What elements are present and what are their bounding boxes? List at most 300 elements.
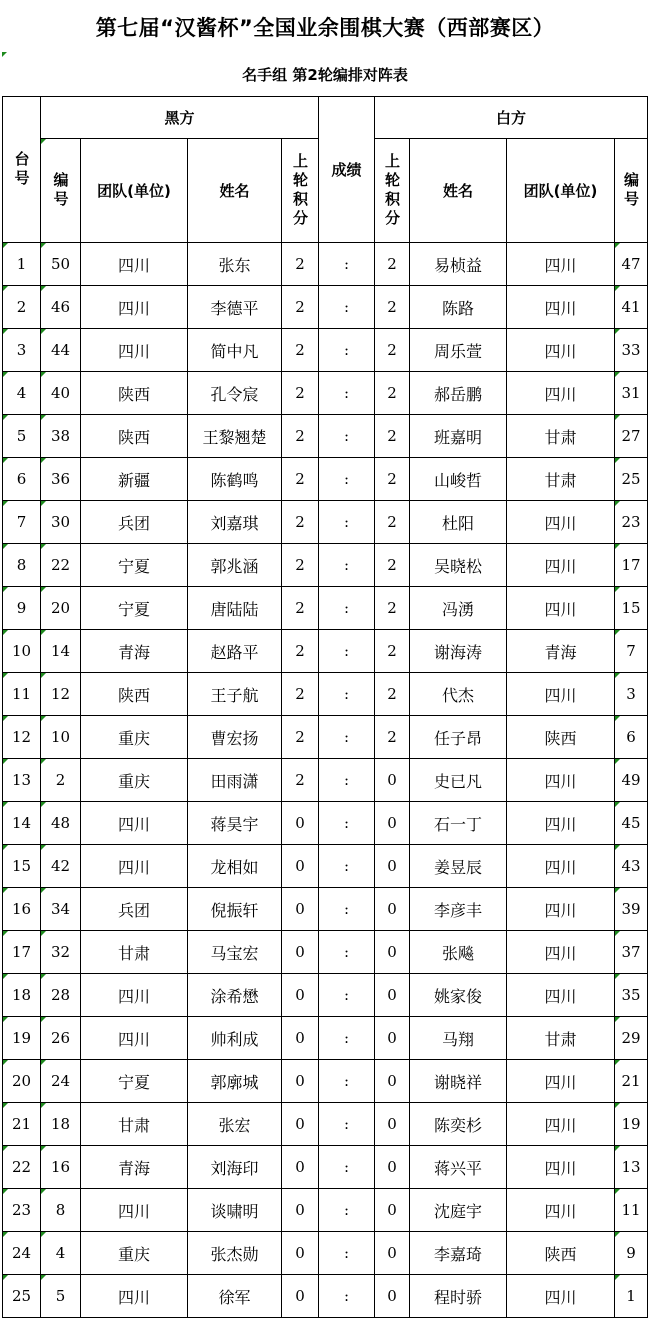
table-no-cell: 7: [3, 501, 41, 544]
white-team-cell: 四川: [507, 501, 615, 544]
cell-marker: [3, 1060, 8, 1065]
white-score-cell: 0: [375, 1232, 410, 1275]
result-cell: :: [319, 673, 375, 716]
black-name-cell: 蒋昊宇: [188, 802, 282, 845]
black-team-cell: 青海: [81, 1146, 188, 1189]
white-number-cell: 49: [615, 759, 648, 802]
table-row: [3, 1017, 648, 1060]
header-table-no: [3, 97, 41, 243]
result-cell: :: [319, 716, 375, 759]
table-no-cell: 24: [3, 1232, 41, 1275]
black-score-cell: 2: [282, 673, 319, 716]
black-score-cell: 2: [282, 544, 319, 587]
white-score-cell: 2: [375, 673, 410, 716]
black-score-cell: 0: [282, 1275, 319, 1318]
black-number-cell: 24: [41, 1060, 81, 1103]
white-score-cell: 2: [375, 329, 410, 372]
result-cell: :: [319, 286, 375, 329]
white-number-cell: 27: [615, 415, 648, 458]
table-row: [3, 458, 648, 501]
black-team-cell: 重庆: [81, 759, 188, 802]
table-no-cell: 18: [3, 974, 41, 1017]
pairing-table: [2, 96, 648, 1318]
white-name-cell: 谢海涛: [410, 630, 507, 673]
white-team-cell: 甘肃: [507, 458, 615, 501]
white-score-cell: 0: [375, 802, 410, 845]
cell-marker: [3, 458, 8, 463]
header-vertical-label: 上轮积分: [291, 152, 309, 229]
table-no-cell: 5: [3, 415, 41, 458]
black-name-cell: 简中凡: [188, 329, 282, 372]
cell-marker: [41, 1146, 46, 1151]
black-name-cell: 谈啸明: [188, 1189, 282, 1232]
black-team-cell: 宁夏: [81, 1060, 188, 1103]
black-team-cell: 四川: [81, 845, 188, 888]
black-team-cell: 青海: [81, 630, 188, 673]
white-name-cell: 山峻哲: [410, 458, 507, 501]
white-number-cell: 15: [615, 587, 648, 630]
white-number-cell: 13: [615, 1146, 648, 1189]
table-row: [3, 845, 648, 888]
black-number-cell: 48: [41, 802, 81, 845]
cell-marker: [615, 1275, 620, 1280]
black-number-cell: 32: [41, 931, 81, 974]
white-name-cell: 陈奕杉: [410, 1103, 507, 1146]
cell-marker: [3, 673, 8, 678]
table-row: [3, 415, 648, 458]
black-name-cell: 李德平: [188, 286, 282, 329]
cell-marker: [3, 1103, 8, 1108]
black-team-cell: 四川: [81, 243, 188, 286]
result-cell: :: [319, 888, 375, 931]
cell-marker: [41, 329, 46, 334]
white-name-cell: 马翔: [410, 1017, 507, 1060]
black-name-cell: 马宝宏: [188, 931, 282, 974]
header-white-name: 姓名: [410, 139, 507, 243]
cell-marker: [615, 1146, 620, 1151]
table-no-cell: 2: [3, 286, 41, 329]
cell-marker: [3, 243, 8, 248]
result-cell: :: [319, 458, 375, 501]
white-number-cell: 45: [615, 802, 648, 845]
cell-marker: [615, 286, 620, 291]
table-no-cell: 19: [3, 1017, 41, 1060]
black-team-cell: 宁夏: [81, 587, 188, 630]
header-white-prev-score: [375, 139, 410, 243]
white-team-cell: 陕西: [507, 1232, 615, 1275]
black-number-cell: 26: [41, 1017, 81, 1060]
table-no-cell: 13: [3, 759, 41, 802]
white-number-cell: 11: [615, 1189, 648, 1232]
cell-marker: [615, 1017, 620, 1022]
black-number-cell: 10: [41, 716, 81, 759]
cell-marker: [615, 759, 620, 764]
table-row: [3, 243, 648, 286]
black-score-cell: 2: [282, 587, 319, 630]
black-team-cell: 宁夏: [81, 544, 188, 587]
white-score-cell: 0: [375, 888, 410, 931]
table-no-cell: 6: [3, 458, 41, 501]
cell-marker: [2, 52, 7, 57]
black-number-cell: 30: [41, 501, 81, 544]
white-number-cell: 7: [615, 630, 648, 673]
black-number-cell: 8: [41, 1189, 81, 1232]
black-score-cell: 0: [282, 974, 319, 1017]
cell-marker: [615, 1232, 620, 1237]
white-name-cell: 张飚: [410, 931, 507, 974]
white-score-cell: 0: [375, 845, 410, 888]
header-vertical-label: 上轮积分: [383, 152, 402, 229]
cell-marker: [3, 372, 8, 377]
white-team-cell: 青海: [507, 630, 615, 673]
cell-marker: [3, 329, 8, 334]
table-no-cell: 21: [3, 1103, 41, 1146]
cell-marker: [3, 630, 8, 635]
table-no-cell: 25: [3, 1275, 41, 1318]
table-no-cell: 22: [3, 1146, 41, 1189]
black-name-cell: 田雨潇: [188, 759, 282, 802]
white-name-cell: 李嘉琦: [410, 1232, 507, 1275]
cell-marker: [3, 587, 8, 592]
black-team-cell: 四川: [81, 329, 188, 372]
page-subtitle: 名手组 第2轮编排对阵表: [242, 66, 408, 84]
white-name-cell: 吴晓松: [410, 544, 507, 587]
white-name-cell: 石一丁: [410, 802, 507, 845]
black-number-cell: 16: [41, 1146, 81, 1189]
white-team-cell: 四川: [507, 931, 615, 974]
black-score-cell: 0: [282, 845, 319, 888]
table-no-cell: 20: [3, 1060, 41, 1103]
cell-marker: [3, 802, 8, 807]
cell-marker: [615, 845, 620, 850]
result-cell: :: [319, 1146, 375, 1189]
black-team-cell: 甘肃: [81, 1103, 188, 1146]
white-number-cell: 6: [615, 716, 648, 759]
white-name-cell: 班嘉明: [410, 415, 507, 458]
cell-marker: [3, 974, 8, 979]
white-score-cell: 2: [375, 458, 410, 501]
table-row: [3, 1189, 648, 1232]
white-name-cell: 周乐萱: [410, 329, 507, 372]
white-name-cell: 代杰: [410, 673, 507, 716]
black-score-cell: 0: [282, 1189, 319, 1232]
white-name-cell: 姚家俊: [410, 974, 507, 1017]
white-team-cell: 四川: [507, 974, 615, 1017]
cell-marker: [615, 716, 620, 721]
table-row: [3, 1146, 648, 1189]
table-no-cell: 12: [3, 716, 41, 759]
white-score-cell: 0: [375, 1189, 410, 1232]
table-no-cell: 4: [3, 372, 41, 415]
white-name-cell: 谢晓祥: [410, 1060, 507, 1103]
table-row: [3, 1103, 648, 1146]
cell-marker: [41, 587, 46, 592]
cell-marker: [3, 888, 8, 893]
white-score-cell: 0: [375, 1146, 410, 1189]
cell-marker: [615, 888, 620, 893]
black-number-cell: 12: [41, 673, 81, 716]
black-number-cell: 20: [41, 587, 81, 630]
result-cell: :: [319, 759, 375, 802]
header-white: 白方: [375, 97, 648, 139]
header-black-prev-score: [282, 139, 319, 243]
cell-marker: [41, 888, 46, 893]
white-team-cell: 四川: [507, 1060, 615, 1103]
header-black-number: [41, 139, 81, 243]
table-row: [3, 759, 648, 802]
table-row: [3, 673, 648, 716]
black-name-cell: 刘海印: [188, 1146, 282, 1189]
white-team-cell: 四川: [507, 1275, 615, 1318]
black-score-cell: 2: [282, 372, 319, 415]
header-black: 黑方: [41, 97, 319, 139]
black-name-cell: 龙相如: [188, 845, 282, 888]
black-name-cell: 徐军: [188, 1275, 282, 1318]
black-score-cell: 0: [282, 802, 319, 845]
black-score-cell: 0: [282, 1017, 319, 1060]
table-no-cell: 23: [3, 1189, 41, 1232]
white-name-cell: 姜昱辰: [410, 845, 507, 888]
cell-marker: [615, 372, 620, 377]
cell-marker: [41, 1060, 46, 1065]
cell-marker: [615, 329, 620, 334]
black-score-cell: 2: [282, 329, 319, 372]
white-score-cell: 0: [375, 1017, 410, 1060]
white-score-cell: 0: [375, 1275, 410, 1318]
cell-marker: [615, 673, 620, 678]
white-score-cell: 0: [375, 974, 410, 1017]
cell-marker: [615, 931, 620, 936]
result-cell: :: [319, 1232, 375, 1275]
white-name-cell: 程时骄: [410, 1275, 507, 1318]
white-number-cell: 33: [615, 329, 648, 372]
white-number-cell: 31: [615, 372, 648, 415]
cell-marker: [41, 415, 46, 420]
black-name-cell: 赵路平: [188, 630, 282, 673]
cell-marker: [615, 544, 620, 549]
table-row: [3, 329, 648, 372]
black-team-cell: 兵团: [81, 501, 188, 544]
header-black-team: 团队(单位): [81, 139, 188, 243]
black-team-cell: 甘肃: [81, 931, 188, 974]
white-team-cell: 四川: [507, 759, 615, 802]
white-team-cell: 四川: [507, 372, 615, 415]
cell-marker: [41, 1232, 46, 1237]
cell-marker: [3, 759, 8, 764]
cell-marker: [41, 1103, 46, 1108]
black-name-cell: 倪振轩: [188, 888, 282, 931]
table-no-cell: 10: [3, 630, 41, 673]
white-team-cell: 四川: [507, 544, 615, 587]
header-white-team: 团队(单位): [507, 139, 615, 243]
cell-marker: [615, 630, 620, 635]
table-row: [3, 1060, 648, 1103]
table-row: [3, 286, 648, 329]
black-score-cell: 0: [282, 888, 319, 931]
white-name-cell: 史已凡: [410, 759, 507, 802]
white-score-cell: 2: [375, 716, 410, 759]
white-name-cell: 李彦丰: [410, 888, 507, 931]
cell-marker: [615, 243, 620, 248]
white-score-cell: 2: [375, 243, 410, 286]
white-number-cell: 1: [615, 1275, 648, 1318]
cell-marker: [41, 845, 46, 850]
result-cell: :: [319, 329, 375, 372]
result-cell: :: [319, 587, 375, 630]
black-score-cell: 0: [282, 1146, 319, 1189]
black-score-cell: 2: [282, 759, 319, 802]
black-name-cell: 涂希懋: [188, 974, 282, 1017]
white-score-cell: 2: [375, 544, 410, 587]
white-number-cell: 37: [615, 931, 648, 974]
black-name-cell: 王黎翘楚: [188, 415, 282, 458]
black-score-cell: 2: [282, 630, 319, 673]
cell-marker: [3, 1146, 8, 1151]
white-team-cell: 四川: [507, 673, 615, 716]
page-title: 第七届“汉酱杯”全国业余围棋大赛（西部赛区）: [95, 16, 555, 40]
cell-marker: [41, 716, 46, 721]
cell-marker: [41, 1189, 46, 1194]
black-number-cell: 46: [41, 286, 81, 329]
cell-marker: [3, 286, 8, 291]
black-team-cell: 四川: [81, 1275, 188, 1318]
cell-marker: [3, 1275, 8, 1280]
white-score-cell: 0: [375, 931, 410, 974]
cell-marker: [41, 673, 46, 678]
table-row: [3, 888, 648, 931]
white-number-cell: 19: [615, 1103, 648, 1146]
cell-marker: [41, 802, 46, 807]
black-number-cell: 5: [41, 1275, 81, 1318]
white-team-cell: 四川: [507, 888, 615, 931]
white-score-cell: 2: [375, 286, 410, 329]
black-name-cell: 王子航: [188, 673, 282, 716]
cell-marker: [41, 458, 46, 463]
table-no-cell: 9: [3, 587, 41, 630]
black-team-cell: 兵团: [81, 888, 188, 931]
black-team-cell: 新疆: [81, 458, 188, 501]
cell-marker: [615, 1103, 620, 1108]
black-name-cell: 陈鹤鸣: [188, 458, 282, 501]
cell-marker: [615, 1060, 620, 1065]
table-row: [3, 501, 648, 544]
result-cell: :: [319, 415, 375, 458]
result-cell: :: [319, 1060, 375, 1103]
black-team-cell: 四川: [81, 974, 188, 1017]
cell-marker: [615, 458, 620, 463]
result-cell: :: [319, 802, 375, 845]
black-name-cell: 郭廓城: [188, 1060, 282, 1103]
black-team-cell: 四川: [81, 802, 188, 845]
result-cell: :: [319, 974, 375, 1017]
cell-marker: [41, 1017, 46, 1022]
table-row: [3, 716, 648, 759]
white-team-cell: 四川: [507, 845, 615, 888]
table-row: [3, 544, 648, 587]
cell-marker: [41, 931, 46, 936]
white-name-cell: 沈庭宇: [410, 1189, 507, 1232]
result-cell: :: [319, 1017, 375, 1060]
table-row: [3, 1275, 648, 1318]
cell-marker: [3, 415, 8, 420]
table-no-cell: 17: [3, 931, 41, 974]
result-cell: :: [319, 372, 375, 415]
result-cell: :: [319, 845, 375, 888]
header-vertical-label: 编号: [51, 171, 70, 210]
black-score-cell: 0: [282, 1060, 319, 1103]
white-score-cell: 2: [375, 372, 410, 415]
cell-marker: [3, 716, 8, 721]
white-name-cell: 易桢益: [410, 243, 507, 286]
cell-marker: [3, 1232, 8, 1237]
white-name-cell: 陈路: [410, 286, 507, 329]
white-number-cell: 17: [615, 544, 648, 587]
black-number-cell: 4: [41, 1232, 81, 1275]
table-row: [3, 372, 648, 415]
result-cell: :: [319, 931, 375, 974]
black-score-cell: 2: [282, 243, 319, 286]
black-score-cell: 2: [282, 501, 319, 544]
white-number-cell: 29: [615, 1017, 648, 1060]
white-team-cell: 陕西: [507, 716, 615, 759]
header-vertical-label: 编号: [622, 171, 641, 210]
table-no-cell: 1: [3, 243, 41, 286]
black-team-cell: 陕西: [81, 372, 188, 415]
cell-marker: [615, 587, 620, 592]
white-team-cell: 四川: [507, 1189, 615, 1232]
white-number-cell: 23: [615, 501, 648, 544]
white-name-cell: 郝岳鹏: [410, 372, 507, 415]
black-number-cell: 34: [41, 888, 81, 931]
white-name-cell: 蒋兴平: [410, 1146, 507, 1189]
white-name-cell: 冯湧: [410, 587, 507, 630]
white-team-cell: 四川: [507, 802, 615, 845]
black-number-cell: 42: [41, 845, 81, 888]
white-number-cell: 21: [615, 1060, 648, 1103]
table-row: [3, 802, 648, 845]
black-number-cell: 22: [41, 544, 81, 587]
cell-marker: [41, 501, 46, 506]
table-row: [3, 630, 648, 673]
cell-marker: [3, 1017, 8, 1022]
black-score-cell: 2: [282, 716, 319, 759]
white-score-cell: 2: [375, 630, 410, 673]
white-score-cell: 0: [375, 759, 410, 802]
cell-marker: [41, 759, 46, 764]
white-number-cell: 9: [615, 1232, 648, 1275]
white-number-cell: 35: [615, 974, 648, 1017]
cell-marker: [615, 974, 620, 979]
black-name-cell: 帅利成: [188, 1017, 282, 1060]
header-white-number: [615, 139, 648, 243]
black-team-cell: 四川: [81, 1189, 188, 1232]
white-score-cell: 2: [375, 415, 410, 458]
cell-marker: [3, 544, 8, 549]
table-row: [3, 974, 648, 1017]
black-team-cell: 四川: [81, 1017, 188, 1060]
white-name-cell: 任子昂: [410, 716, 507, 759]
white-team-cell: 四川: [507, 1146, 615, 1189]
header-result: 成绩: [319, 97, 375, 243]
black-team-cell: 陕西: [81, 415, 188, 458]
header-black-name: 姓名: [188, 139, 282, 243]
black-number-cell: 40: [41, 372, 81, 415]
black-team-cell: 重庆: [81, 716, 188, 759]
table-no-cell: 8: [3, 544, 41, 587]
white-team-cell: 四川: [507, 329, 615, 372]
result-cell: :: [319, 544, 375, 587]
result-cell: :: [319, 501, 375, 544]
